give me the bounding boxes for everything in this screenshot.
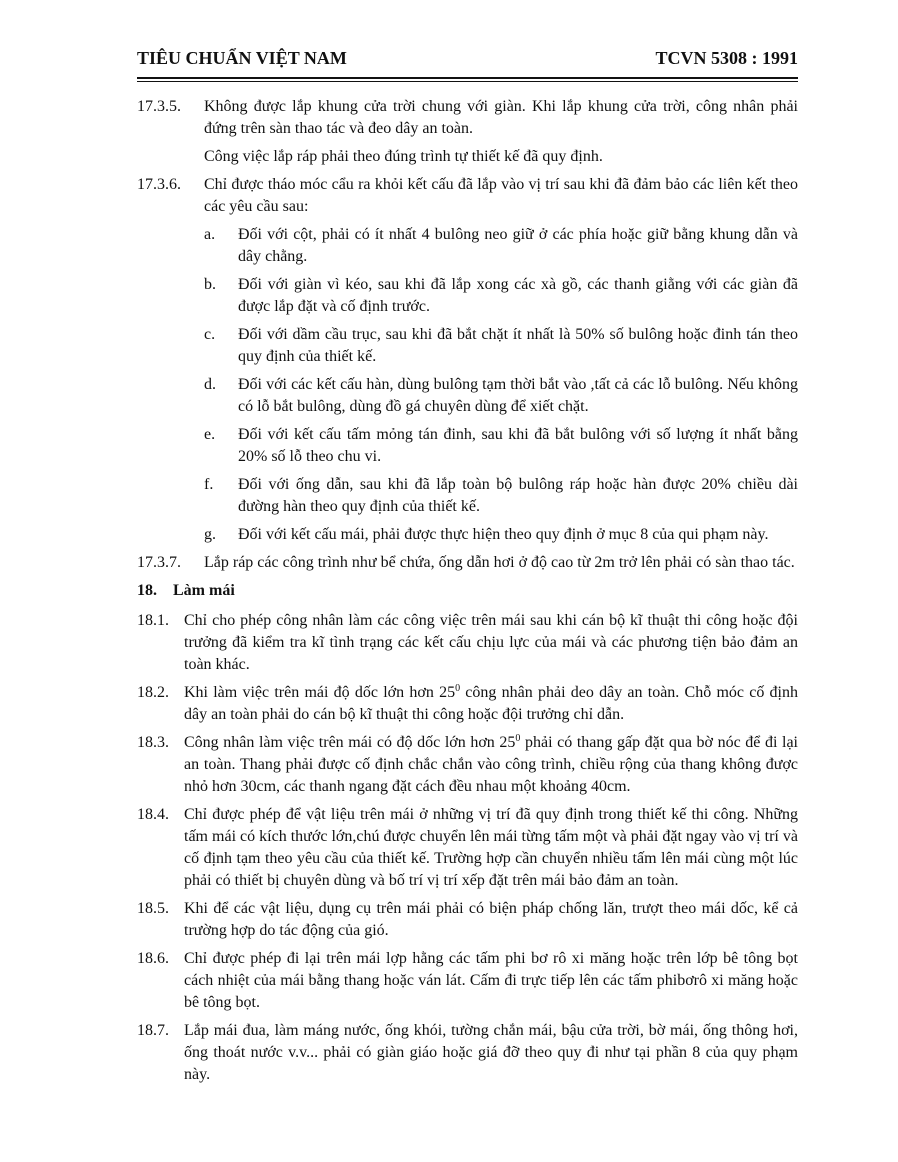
list-item-text: Đối với kết cấu mái, phải được thực hiện theo quy định ở mục 8 của qui phạm này. — [238, 526, 769, 543]
list-item-text: Đối với cột, phải có ít nhất 4 bulông neo giữ ở các phía hoặc giữ bằng khung dẫn và dây chằng. — [238, 226, 798, 265]
list-item-text: Đối với ống dẫn, sau khi đã lắp toàn bộ bulông ráp hoặc hàn được 20% chiều dài đường hàn theo quy định của thiết kế. — [238, 476, 798, 515]
clause-number: 18.4. — [137, 806, 169, 823]
list-item-letter: d. — [204, 376, 216, 393]
degree-superscript: 0 — [455, 683, 461, 694]
list-item-letter: c. — [204, 326, 216, 343]
clause-18-5 — [137, 898, 798, 942]
clause-text-end: công nhân phải deo dây an toàn. Chỗ móc cố định dây an toàn phải do cán bộ kĩ thuật thi công hoặc đội trưởng chỉ dẫn. — [184, 684, 798, 723]
clause-number: 18.3. — [137, 734, 169, 751]
clause-text: Lắp ráp các công trình như bể chứa, ống dẫn hơi ở độ cao từ 2m trở lên phải có sàn thao tác. — [204, 554, 795, 571]
list-item-letter: a. — [204, 226, 216, 243]
list-item-text: Đối với dầm cầu trục, sau khi đã bắt chặt ít nhất là 50% số bulông hoặc đinh tán theo quy định của thiết kế. — [238, 326, 798, 365]
clause-18-3 — [137, 732, 798, 798]
header-rule-thin — [137, 81, 798, 82]
list-item-text: Đối với các kết cấu hàn, dùng bulông tạm thời bắt vào ,tất cả các lỗ bulông. Nếu không có lỗ bắt bulông, dùng đồ gá chuyên dùng để xiết chặt. — [238, 376, 798, 415]
clause-18-2 — [137, 682, 798, 726]
clause-number: 18.2. — [137, 684, 169, 701]
clause-number: 18.5. — [137, 900, 169, 917]
section-number: 18. — [137, 582, 157, 599]
list-item-letter: f. — [204, 476, 214, 493]
clause-17-3-6 — [137, 174, 798, 218]
list-item-letter: e. — [204, 426, 216, 443]
clause-text: Chỉ được phép đi lại trên mái lợp hằng các tấm phi bơ rô xi măng hoặc trên lớp bê tông bọt cách nhiệt của mái bằng thang hoặc ván lát. Cấm đi trực tiếp lên các tấm phibơrô xi măng hoặc bê tông bọt. — [184, 950, 798, 1011]
clause-text-end: phải có thang gấp đặt qua bờ nóc để đi lại an toàn. Thang phải được cố định chắc chắn vào công trình, chiều rộng của thang không được nhỏ hơn 30cm, các thanh ngang đặt cách đều nhau một khoảng 40cm. — [184, 734, 798, 795]
clause-continuation: Công việc lắp ráp phải theo đúng trình tự thiết kế đã quy định. — [204, 148, 603, 165]
list-item-letter: g. — [204, 526, 216, 543]
clause-17-3-7 — [137, 552, 798, 574]
document-body — [137, 96, 798, 1092]
clause-text: Chỉ cho phép công nhân làm các công việc trên mái sau khi cán bộ kĩ thuật thi công hoặc đội trưởng đã kiểm tra kĩ tình trạng các kết cấu chịu lực của mái và các phương tiện bảo đảm an toàn khác. — [184, 612, 798, 673]
clause-17-3-5 — [137, 96, 798, 140]
list-item — [137, 374, 798, 418]
clause-text: Khi để các vật liệu, dụng cụ trên mái phải có biện pháp chống lăn, trượt theo mái dốc, kể cả trường hợp do tác động của gió. — [184, 900, 798, 939]
clause-text: Chỉ được tháo móc cẩu ra khỏi kết cấu đã lắp vào vị trí sau khi đã đảm bảo các liên kết theo các yêu cầu sau: — [204, 176, 798, 215]
list-item — [137, 524, 798, 546]
clause-18-7 — [137, 1020, 798, 1086]
clause-number: 17.3.6. — [137, 176, 181, 193]
header-rule-thick — [137, 77, 798, 79]
list-item — [137, 324, 798, 368]
section-heading — [137, 580, 798, 602]
list-item-letter: b. — [204, 276, 216, 293]
list-item — [137, 224, 798, 268]
clause-number: 18.7. — [137, 1022, 169, 1039]
list-item — [137, 274, 798, 318]
header-standard-code: TCVN 5308 : 1991 — [655, 48, 798, 68]
clause-number: 17.3.5. — [137, 98, 181, 115]
section-title: Làm mái — [173, 582, 235, 599]
clause-18-1 — [137, 610, 798, 676]
list-item-text: Đối với kết cấu tấm mỏng tán đinh, sau khi đã bắt bulông với số lượng ít nhất bằng 20% số lỗ theo chu vi. — [238, 426, 798, 465]
list-item-text: Đối với giàn vì kéo, sau khi đã lắp xong các xà gồ, các thanh giằng với các giàn đã được lắp đặt và cố định trước. — [238, 276, 798, 315]
clause-text: Lắp mái đua, làm máng nước, ống khói, tường chắn mái, bậu cửa trời, bờ mái, ống thông hơi, ống thoát nước v.v... phải có giàn giáo hoặc giá đỡ theo quy đi như tại phần 8 của quy phạm này. — [184, 1022, 798, 1083]
clause-number: 18.1. — [137, 612, 169, 629]
clause-text-start: Công nhân làm việc trên mái có độ dốc lớn hơn 25 — [184, 734, 516, 751]
header-standard-title: TIÊU CHUẨN VIỆT NAM — [137, 48, 347, 68]
clause-text: Không được lắp khung cửa trời chung với giàn. Khi lắp khung cửa trời, công nhân phải đứng trên sàn thao tác và đeo dây an toàn. — [204, 98, 798, 137]
clause-number: 17.3.7. — [137, 554, 181, 571]
clause-18-4 — [137, 804, 798, 892]
list-item — [137, 474, 798, 518]
clause-text-start: Khi làm việc trên mái độ dốc lớn hơn 25 — [184, 684, 456, 701]
degree-superscript: 0 — [515, 733, 521, 744]
list-item — [137, 424, 798, 468]
page-header — [137, 44, 798, 74]
clause-18-6 — [137, 948, 798, 1014]
clause-number: 18.6. — [137, 950, 169, 967]
clause-text: Chỉ được phép để vật liệu trên mái ở những vị trí đã quy định trong thiết kế thi công. Những tấm mái có kích thước lớn,chú được chuyển lên mái từng tấm một và phải đặt ngay vào vị trí và cố định tạm theo yêu cầu của thiết kế. Trường hợp cần chuyển nhiều tấm lên mái cùng một lúc phải có thiết bị chuyên dùng và bố trí vị trí xếp đặt trên mái bảo đảm an toàn. — [184, 806, 798, 889]
